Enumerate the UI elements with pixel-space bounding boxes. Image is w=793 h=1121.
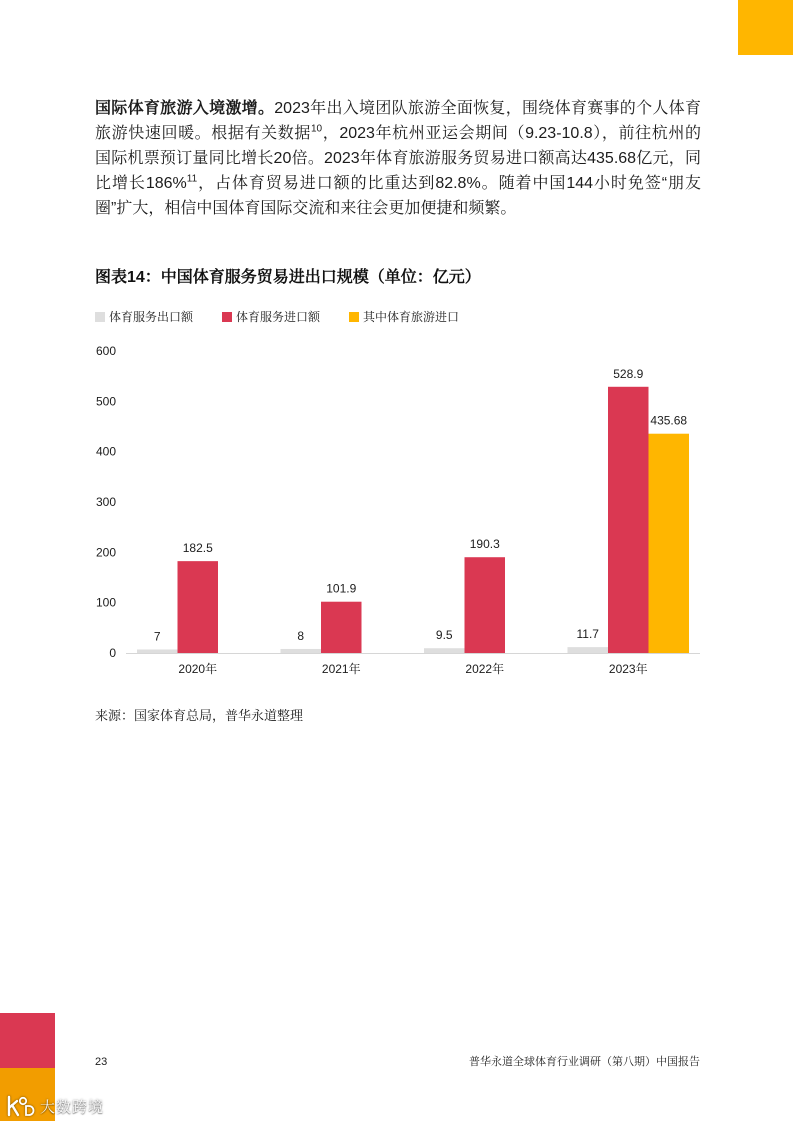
watermark-text: 大数跨境 <box>40 1098 105 1116</box>
x-category-label: 2023年 <box>608 662 648 676</box>
bar-value-label: 182.5 <box>182 541 213 556</box>
page-number: 23 <box>95 1056 108 1068</box>
footnote-ref: 10 <box>310 123 323 135</box>
legend-swatch <box>222 312 232 322</box>
corner-decoration-top-right <box>738 0 793 55</box>
intro-paragraph <box>95 96 701 221</box>
legend-item <box>95 310 193 324</box>
bar-value-label: 8 <box>297 628 305 643</box>
y-tick-label: 300 <box>95 495 116 509</box>
intro-text: 旅游快速回暖。根据有关数据 <box>95 125 311 142</box>
bar-value-label: 528.9 <box>613 366 644 381</box>
import-bar <box>465 557 506 653</box>
legend-item <box>222 310 320 324</box>
chart-title: 图表14：中国体育服务贸易进出口规模（单位：亿元） <box>95 269 481 286</box>
intro-text: 国际机票预订量同比增长20倍。2023年体育旅游服务贸易进口额高达435.68亿元，同 <box>95 150 701 167</box>
y-tick-label: 400 <box>95 444 116 459</box>
bar-value-label: 11.7 <box>576 627 599 642</box>
intro-line <box>95 196 701 221</box>
intro-text: 圈”扩大，相信中国体育国际交流和来往会更加便捷和频繁。 <box>95 200 517 217</box>
bar-value-label: 7 <box>153 629 161 644</box>
export-bar <box>281 649 322 653</box>
intro-line <box>95 96 701 121</box>
legend-label: 体育服务进口额 <box>236 310 321 324</box>
legend-swatch <box>95 312 105 322</box>
intro-text: ，占体育贸易进口额的比重达到82.8%。随着中国144小时免签“朋友 <box>197 175 701 192</box>
y-tick-label: 0 <box>109 646 116 660</box>
intro-line <box>95 146 701 171</box>
x-category-label: 2020年 <box>178 662 218 676</box>
y-tick-label: 600 <box>95 344 116 358</box>
bar-chart <box>80 335 720 685</box>
bar-value-label: 435.68 <box>650 413 688 428</box>
legend-item <box>349 310 459 324</box>
intro-line <box>95 121 701 146</box>
watermark <box>5 1093 104 1119</box>
legend-label: 体育服务出口额 <box>109 310 194 324</box>
bar-value-label: 190.3 <box>469 537 500 552</box>
y-tick-label: 200 <box>95 545 116 560</box>
legend-swatch <box>349 312 359 322</box>
import-bar <box>321 602 362 653</box>
intro-text: 2023年出入境团队旅游全面恢复，围绕体育赛事的个人体育 <box>274 100 701 117</box>
export-bar <box>568 647 609 653</box>
intro-lead: 国际体育旅游入境激增。 <box>95 100 275 117</box>
y-tick-label: 500 <box>95 394 116 409</box>
x-category-label: 2022年 <box>465 662 505 676</box>
corner-decoration-bottom-left-upper <box>0 1013 55 1068</box>
tourism-import-bar <box>649 434 690 653</box>
chart-legend <box>95 310 459 324</box>
x-category-label: 2021年 <box>321 662 361 676</box>
intro-text: 比增长186% <box>95 175 187 192</box>
export-bar <box>424 648 465 653</box>
legend-label: 其中体育旅游进口 <box>363 310 460 324</box>
footnote-ref: 11 <box>186 173 198 185</box>
import-bar <box>178 561 219 653</box>
export-bar <box>137 649 178 653</box>
y-tick-label: 100 <box>95 595 116 610</box>
chart-svg <box>80 335 720 685</box>
intro-text: ，2023年杭州亚运会期间（9.23-10.8），前往杭州的 <box>322 125 701 142</box>
watermark-logo-icon <box>5 1094 37 1118</box>
chart-source-note: 来源：国家体育总局，普华永道整理 <box>95 708 304 723</box>
intro-line <box>95 171 701 196</box>
bar-value-label: 101.9 <box>326 581 357 596</box>
footer-report-title: 普华永道全球体育行业调研（第八期）中国报告 <box>469 1056 700 1068</box>
import-bar <box>608 387 649 653</box>
bar-value-label: 9.5 <box>435 628 453 643</box>
